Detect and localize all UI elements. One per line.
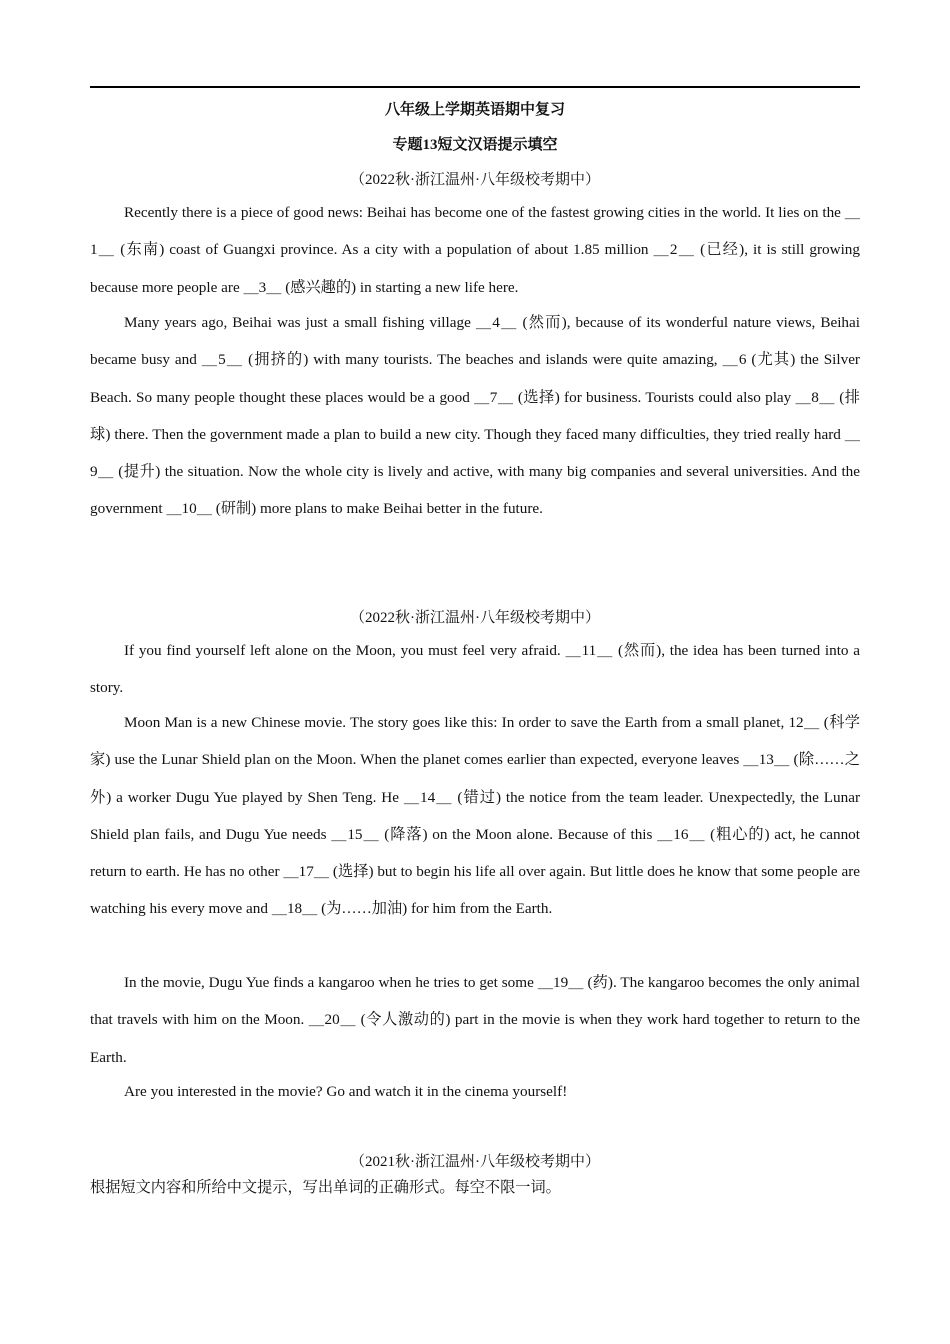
passage-paragraph: In the movie, Dugu Yue finds a kangaroo when he tries to get some ＿19＿ (药). The kangaroo becomes the only animal that travels with him on the Moon. ＿20＿ (令人激动的) part in the movie is when they work hard together to return to the Earth. (90, 974, 860, 1066)
source-line: （2022秋·浙江温州·八年级校考期中） (350, 610, 600, 626)
passage-paragraph: Are you interested in the movie? Go and watch it in the cinema yourself! (124, 1083, 568, 1100)
passage-paragraph: If you find yourself left alone on the Moon, you must feel very afraid. ＿11＿ (然而), the idea has been turned into a story. (90, 642, 860, 697)
header-rule (90, 86, 860, 88)
instruction-text: 根据短文内容和所给中文提示，写出单词的正确形式。每空不限一词。 (90, 1179, 561, 1196)
passage-paragraph: Many years ago, Beihai was just a small fishing village ＿4＿ (然而), because of its wonderful nature views, Beihai became busy and ＿5＿ (拥挤的) with many tourists. The beaches and islands were quite amazing, ＿6 (尤其) the Silver Beach. So many people thought these places would be a good ＿7＿ (选择) for business. Tourists could also play ＿8＿ (排球) there. Then the government made a plan to build a new city. Though they faced many difficulties, they tried really hard ＿9＿ (提升) the situation. Now the whole city is lively and active, with many big companies and several universities. And the government ＿10＿ (研制) more plans to make Beihai better in the future. (90, 314, 860, 518)
document-subtitle: 专题13短文汉语提示填空 (392, 137, 558, 153)
document-title: 八年级上学期英语期中复习 (384, 102, 565, 118)
passage-paragraph: Moon Man is a new Chinese movie. The story goes like this: In order to save the Earth from a small planet, 12＿ (科学家) use the Lunar Shield plan on the Moon. When the planet comes earlier than expected, everyone leaves ＿13＿ (除……之外) a worker Dugu Yue played by Shen Teng. He ＿14＿ (错过) the notice from the team leader. Unexpectedly, the Lunar Shield plan fails, and Dugu Yue needs ＿15＿ (降落) on the Moon alone. Because of this ＿16＿ (粗心的) act, he cannot return to earth. He has no other ＿17＿ (选择) but to begin his life all over again. But little does he know that some people are watching his every move and ＿18＿ (为……加油) for him from the Earth. (90, 714, 860, 918)
source-line: （2021秋·浙江温州·八年级校考期中） (350, 1154, 600, 1170)
source-line: （2022秋·浙江温州·八年级校考期中） (350, 172, 600, 188)
passage-paragraph: Recently there is a piece of good news: Beihai has become one of the fastest growing cities in the world. It lies on the ＿1＿ (东南) coast of Guangxi province. As a city with a population of about 1.85 million ＿2＿ (已经), it is still growing because more people are ＿3＿ (感兴趣的) in starting a new life here. (90, 204, 860, 296)
